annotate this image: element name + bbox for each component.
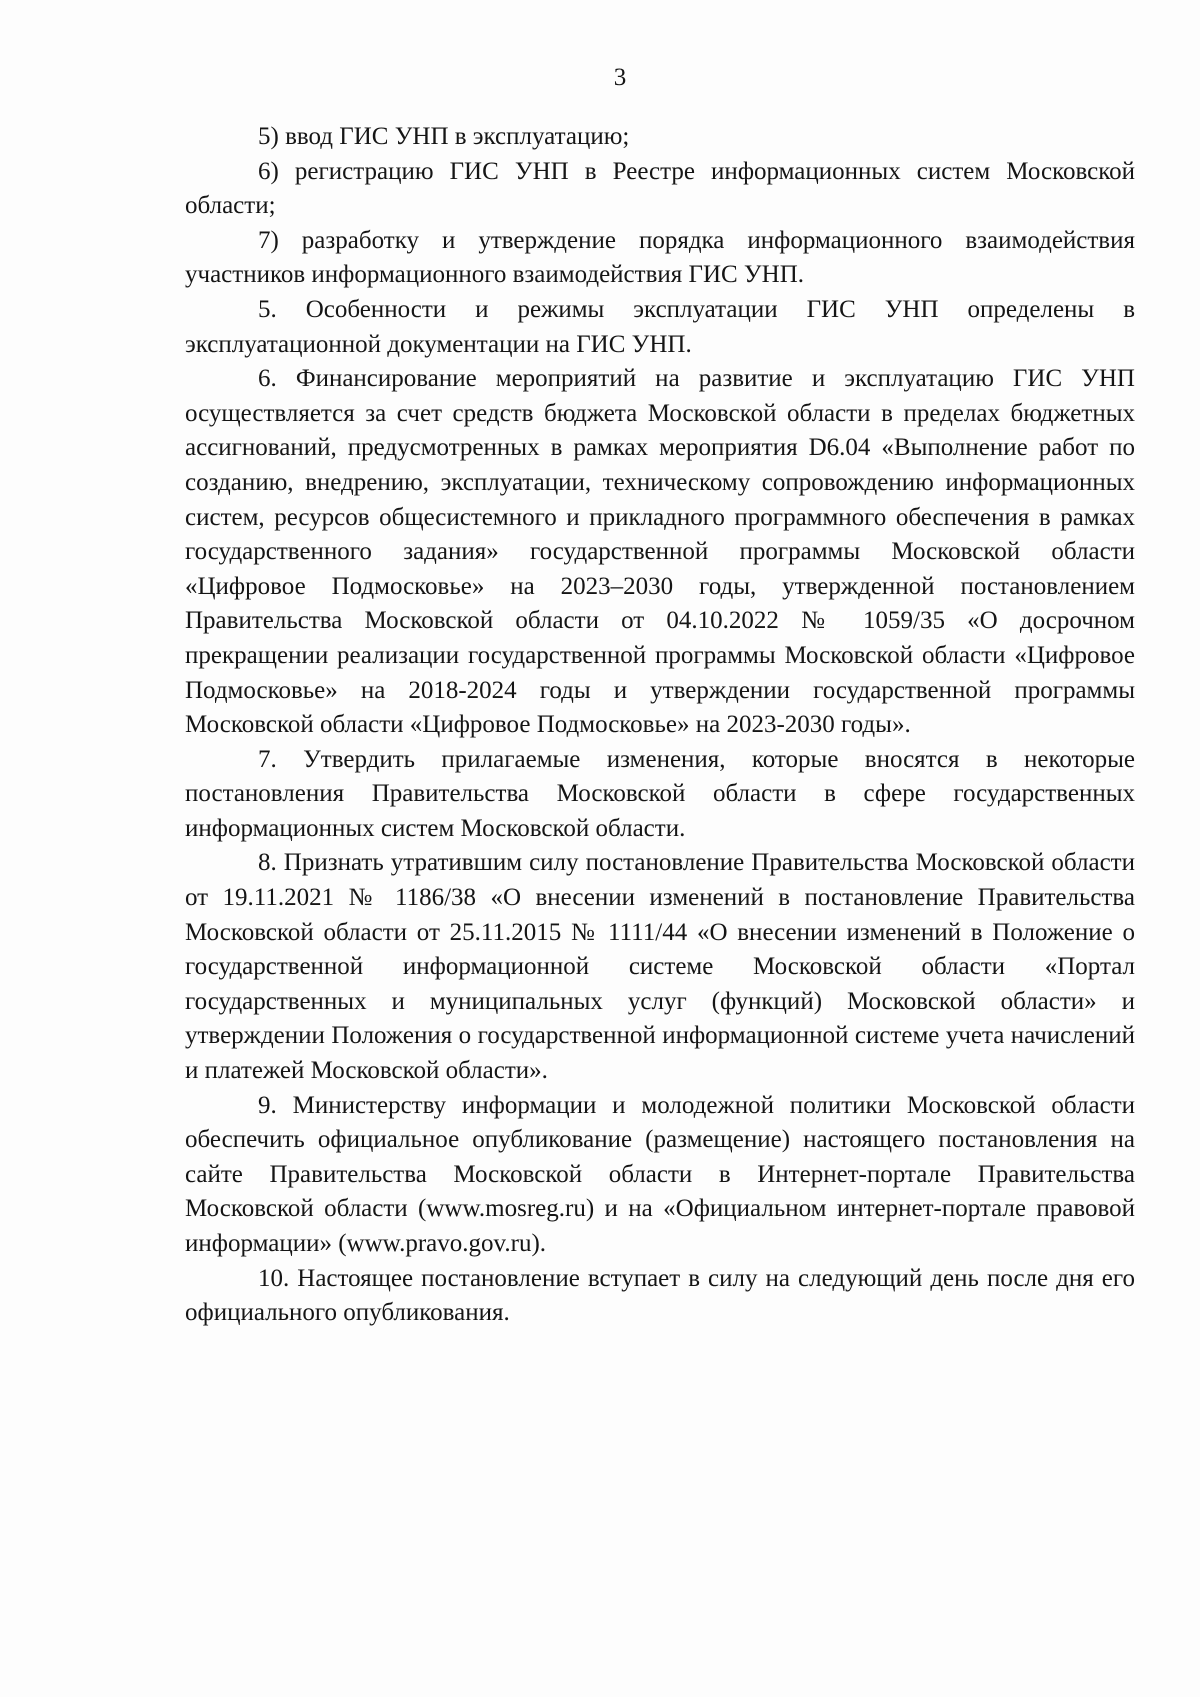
paragraph: 9. Министерству информации и молодежной политики Московской области обеспечить официальное опубликование (размещение) настоящего постановления на сайте Правительства Московской области в Интернет-портале Правительства Московской области (www.mosreg.ru) и на «Официальном интернет-портале правовой информации» (www.pravo.gov.ru).	[185, 1091, 1135, 1257]
paragraph: 10. Настоящее постановление вступает в силу на следующий день после дня его официального опубликования.	[185, 1264, 1135, 1327]
paragraph: 6. Финансирование мероприятий на развитие и эксплуатацию ГИС УНП осуществляется за счет средств бюджета Московской области в пределах бюджетных ассигнований, предусмотренных в рамках мероприятия D6.04 «Выполнение работ по созданию, внедрению, эксплуатации, техническому сопровождению информационных систем, ресурсов общесистемного и прикладного программного обеспечения в рамках государственного задания» государственной программы Московской области «Цифровое Подмосковье» на 2023–2030 годы, утвержденной постановлением Правительства Московской области от 04.10.2022 № 1059/35 «О досрочном прекращении реализации государственной программы Московской области «Цифровое Подмосковье» на 2018-2024 годы и утверждении государственной программы Московской области «Цифровое Подмосковье» на 2023-2030 годы».	[185, 365, 1135, 739]
list-item: 7) разработку и утверждение порядка информационного взаимодействия участников информационного взаимодействия ГИС УНП.	[185, 226, 1135, 289]
list-item: 5) ввод ГИС УНП в эксплуатацию;	[258, 123, 630, 150]
paragraph: 5. Особенности и режимы эксплуатации ГИС УНП определены в эксплуатационной документации на ГИС УНП.	[185, 295, 1135, 358]
paragraph: 7. Утвердить прилагаемые изменения, которые вносятся в некоторые постановления Правительства Московской области в сфере государственных информационных систем Московской области.	[185, 745, 1135, 842]
paragraph: 8. Признать утратившим силу постановление Правительства Московской области от 19.11.2021 № 1186/38 «О внесении изменений в постановление Правительства Московской области от 25.11.2015 № 1111/44 «О внесении изменений в Положение о государственной информационной системе Московской области «Портал государственных и муниципальных услуг (функций) Московской области» и утверждении Положения о государственной информационной системе учета начислений и платежей Московской области».	[185, 849, 1135, 1085]
list-item: 6) регистрацию ГИС УНП в Реестре информационных систем Московской области;	[185, 157, 1135, 220]
document-body	[185, 120, 1135, 1331]
page-number: 3	[613, 64, 627, 91]
